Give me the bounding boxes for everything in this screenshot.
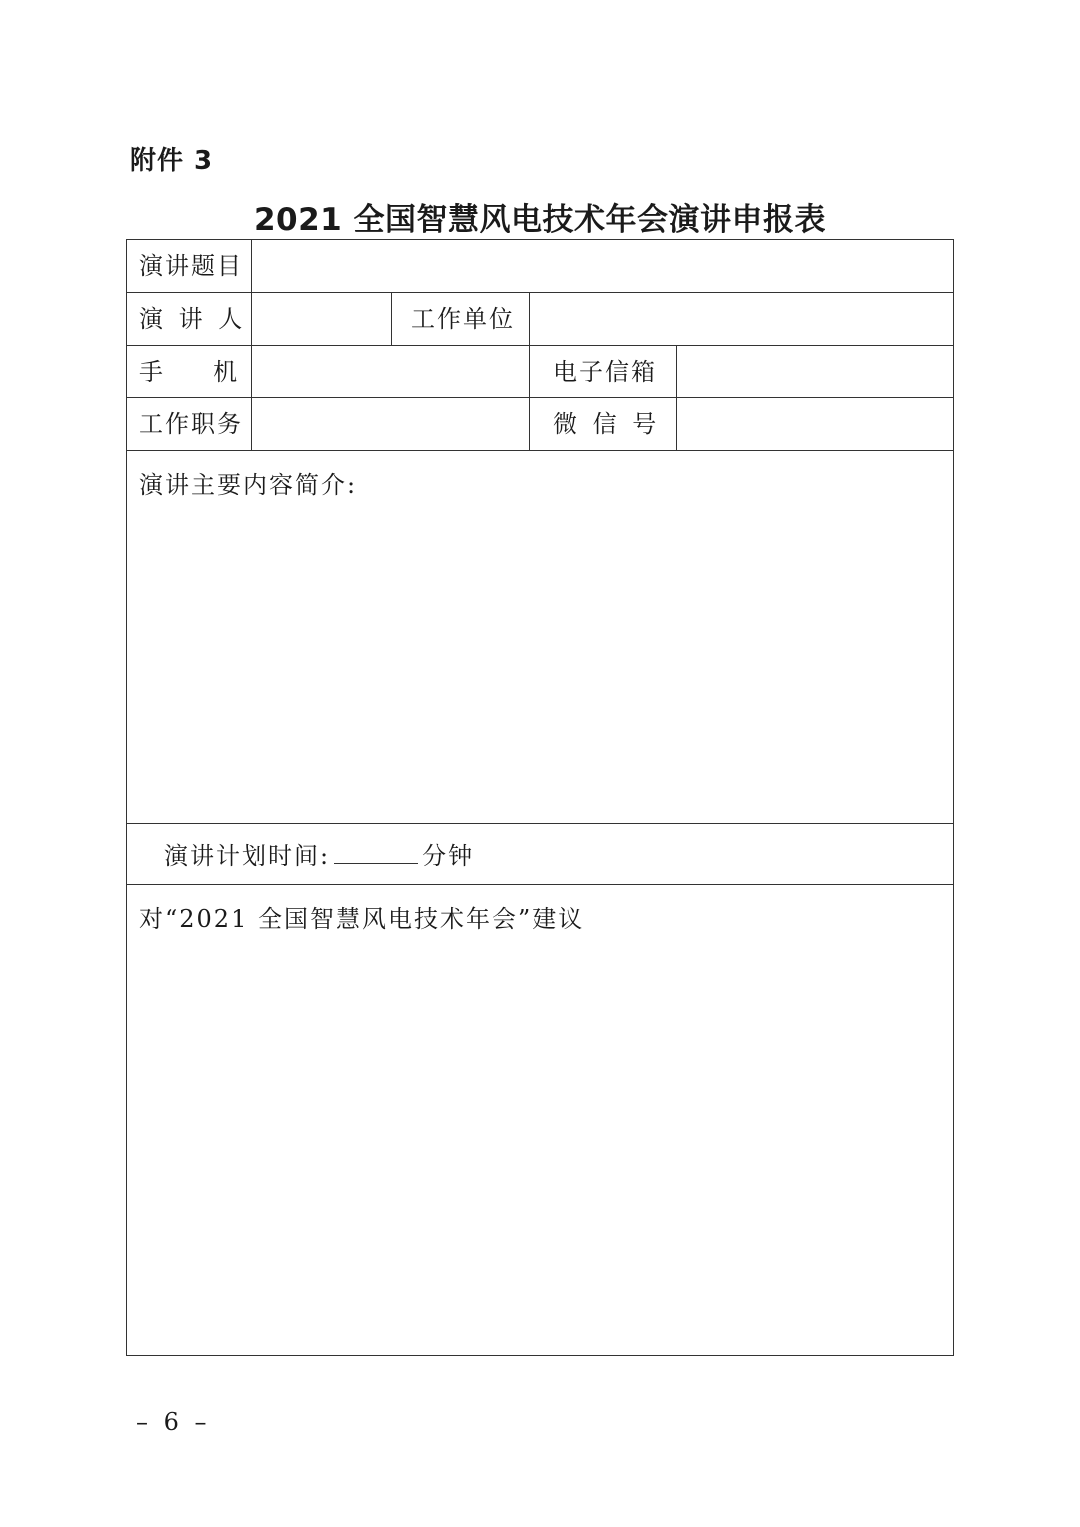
phone-field[interactable] bbox=[252, 346, 528, 398]
topic-label: 演讲题目 bbox=[139, 252, 243, 280]
speaker-label: 演 讲 人 bbox=[139, 305, 247, 333]
position-label: 工作职务 bbox=[139, 410, 243, 438]
summary-label: 演讲主要内容简介: bbox=[139, 471, 358, 499]
wechat-label: 微 信 号 bbox=[553, 410, 661, 438]
email-label: 电子信箱 bbox=[553, 358, 657, 386]
planned-time-row bbox=[127, 824, 953, 884]
planned-time-text bbox=[164, 836, 474, 871]
summary-field[interactable] bbox=[127, 451, 953, 823]
page-title: 2021 全国智慧风电技术年会演讲申报表 bbox=[253, 202, 827, 238]
suggestion-field[interactable] bbox=[127, 885, 953, 1355]
planned-time-unit: 分钟 bbox=[422, 842, 475, 870]
page-number: – 6 – bbox=[136, 1408, 211, 1436]
column-divider bbox=[391, 292, 392, 345]
phone-label: 手 机 bbox=[139, 358, 240, 386]
planned-time-label: 演讲计划时间: bbox=[164, 842, 331, 870]
planned-time-blank[interactable] bbox=[334, 841, 418, 864]
wechat-field[interactable] bbox=[677, 398, 952, 450]
employer-field[interactable] bbox=[530, 293, 952, 345]
attachment-label: 附件 3 bbox=[130, 146, 214, 176]
speaker-field[interactable] bbox=[252, 293, 390, 345]
employer-label: 工作单位 bbox=[411, 305, 515, 333]
suggestion-label: 对“2021 全国智慧风电技术年会”建议 bbox=[139, 905, 585, 933]
application-form bbox=[126, 239, 954, 1356]
position-field[interactable] bbox=[252, 398, 528, 450]
topic-field[interactable] bbox=[252, 240, 952, 292]
email-field[interactable] bbox=[677, 346, 952, 398]
